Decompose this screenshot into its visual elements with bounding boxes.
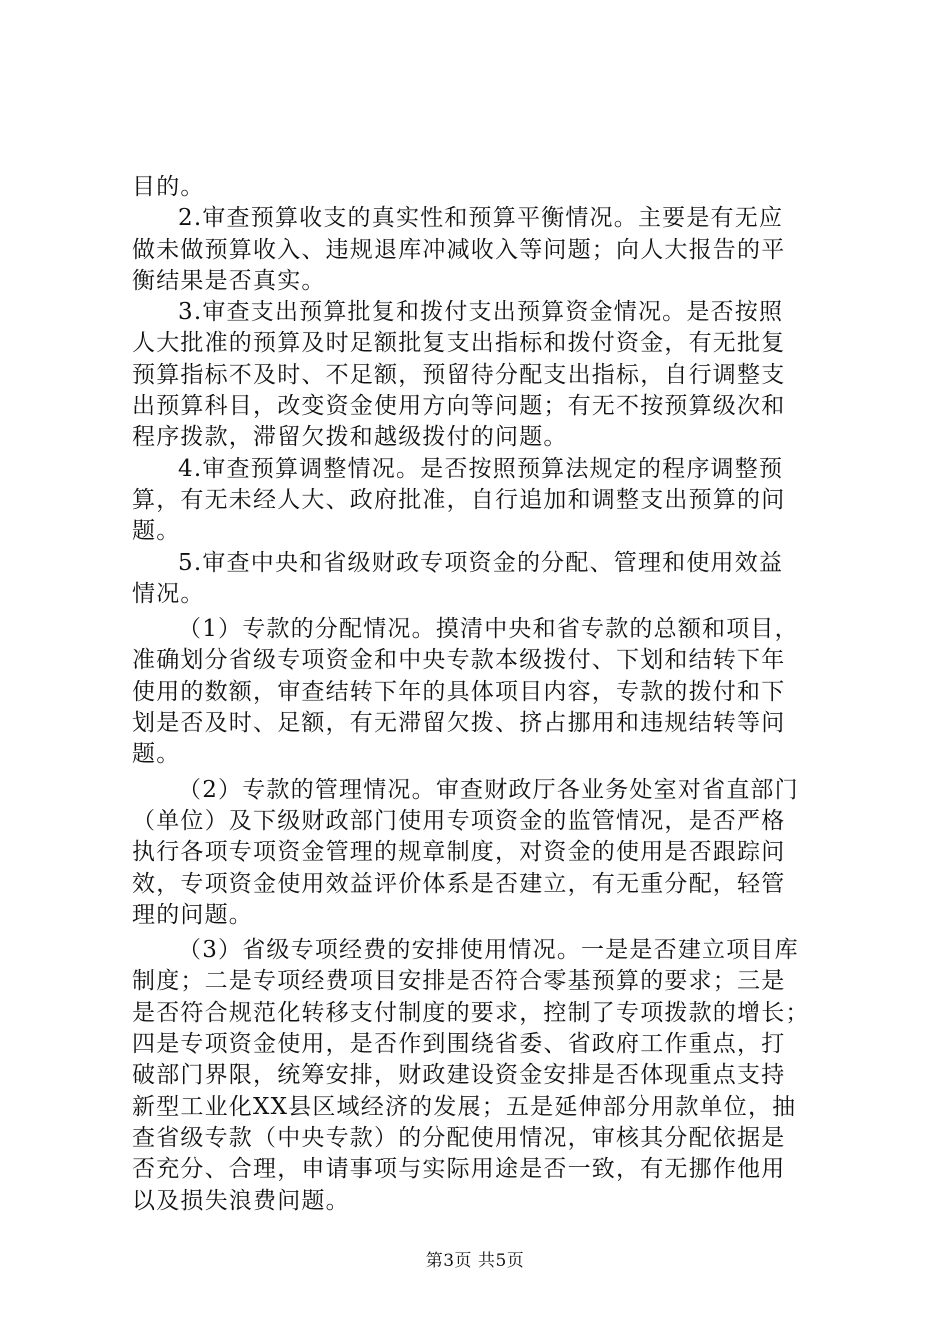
text-line: 新型工业化XX县区域经济的发展；五是延伸部分用款单位，抽: [132, 1093, 797, 1120]
text-line: 划是否及时、足额，有无滞留欠拨、挤占挪用和违规结转等问: [132, 710, 786, 737]
text-line: 人大批准的预算及时足额批复支出指标和拨付资金，有无批复: [132, 330, 786, 357]
subparagraph-1-line: （1）专款的分配情况。摸清中央和省专款的总额和项目，: [178, 616, 799, 643]
page-number-footer: 第3页 共5页: [425, 1251, 525, 1271]
text-line: 制度；二是专项经费项目安排是否符合零基预算的要求；三是: [132, 968, 786, 995]
text-line: 是否符合规范化转移支付制度的要求，控制了专项拨款的增长；: [132, 999, 810, 1026]
paragraph-5-line: 5.审查中央和省级财政专项资金的分配、管理和使用效益: [178, 549, 784, 576]
text-line: 以及损失浪费问题。: [132, 1187, 350, 1214]
text-line: （单位）及下级财政部门使用专项资金的监管情况，是否严格: [132, 807, 786, 834]
text-line: 使用的数额，审查结转下年的具体项目内容，专款的拨付和下: [132, 678, 786, 705]
text-line: 程序拨款，滞留欠拨和越级拨付的问题。: [132, 424, 568, 451]
paragraph-4-line: 4.审查预算调整情况。是否按照预算法规定的程序调整预: [178, 455, 784, 482]
text-line: 做未做预算收入、违规退库冲减收入等问题；向人大报告的平: [132, 236, 786, 263]
text-line: 题。: [132, 741, 181, 768]
text-line: 衡结果是否真实。: [132, 267, 326, 294]
text-line: 效，专项资金使用效益评价体系是否建立，有无重分配，轻管: [132, 870, 786, 897]
paragraph-3-line: 3.审查支出预算批复和拨付支出预算资金情况。是否按照: [178, 299, 784, 326]
paragraph-2-line: 2.审查预算收支的真实性和预算平衡情况。主要是有无应: [178, 205, 784, 232]
text-line: 理的问题。: [132, 901, 253, 928]
text-line: 目的。: [132, 174, 205, 200]
text-line: 查省级专款（中央专款）的分配使用情况，审核其分配依据是: [132, 1124, 786, 1151]
text-line: 题。: [132, 518, 181, 545]
subparagraph-2-line: （2）专款的管理情况。审查财政厅各业务处室对省直部门: [178, 776, 799, 803]
document-body: [132, 172, 832, 1217]
text-line: 算，有无未经人大、政府批准，自行追加和调整支出预算的问: [132, 486, 786, 513]
text-line: 预算指标不及时、不足额，预留待分配支出指标，自行调整支: [132, 361, 786, 388]
text-line: 否充分、合理，申请事项与实际用途是否一致，有无挪作他用: [132, 1156, 786, 1183]
text-line: 破部门界限，统筹安排，财政建设资金安排是否体现重点支持: [132, 1062, 786, 1089]
text-line: 四是专项资金使用，是否作到围绕省委、省政府工作重点，打: [132, 1031, 786, 1058]
text-line: 执行各项专项资金管理的规章制度，对资金的使用是否跟踪问: [132, 839, 786, 866]
text-line: 出预算科目，改变资金使用方向等问题；有无不按预算级次和: [132, 393, 786, 420]
subparagraph-3-line: （3）省级专项经费的安排使用情况。一是是否建立项目库: [178, 937, 799, 964]
text-line: 准确划分省级专项资金和中央专款本级拨付、下划和结转下年: [132, 647, 786, 674]
text-line: 情况。: [132, 580, 205, 607]
